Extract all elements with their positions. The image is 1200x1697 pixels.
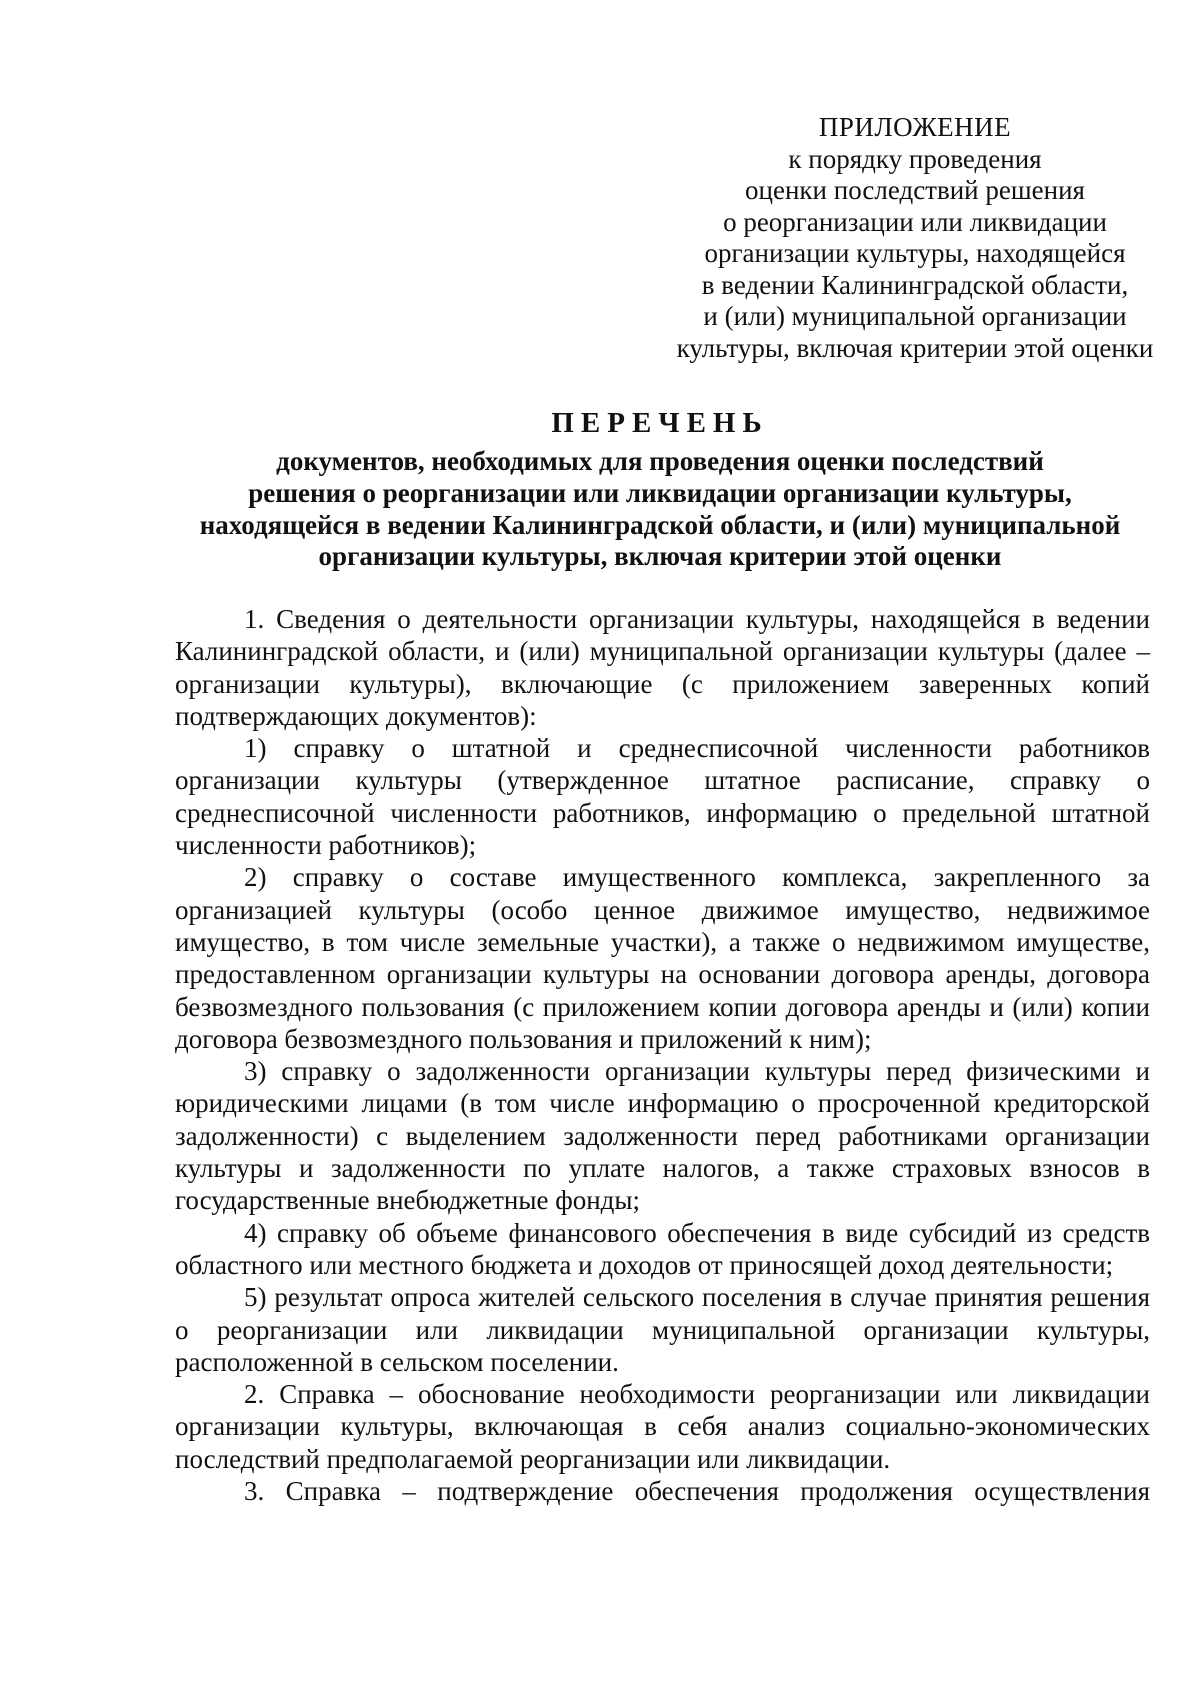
appendix-line: культуры, включая критерии этой оценки <box>676 332 1154 363</box>
paragraph-item-1: 1. Сведения о деятельности организации культуры, находящейся в ведении Калининградской области, и (или) муниципальной организации культуры (далее – организации культуры), включающие (с приложением заверенных копий подтверждающих документов): <box>175 604 1150 731</box>
appendix-line: и (или) муниципальной организации <box>703 301 1127 331</box>
paragraph-subitem-1: 1) справку о штатной и среднесписочной численности работников организации культуры (утвержденное штатное расписание, справку о среднесписочной численности работников, информацию о предельной штатной численности работников); <box>175 733 1150 861</box>
appendix-line: о реорганизации или ликвидации <box>723 206 1107 237</box>
document-heading <box>150 406 1170 573</box>
paragraph-item-3: 3. Справка – подтверждение обеспечения продолжения осуществления <box>244 1476 1150 1507</box>
appendix-line: оценки последствий решения <box>745 175 1085 205</box>
appendix-title: ПРИЛОЖЕНИЕ <box>818 112 1012 142</box>
appendix-line: в ведении Калининградской области, <box>701 269 1129 300</box>
appendix-line: организации культуры, находящейся <box>704 238 1126 268</box>
paragraph-subitem-5: 5) результат опроса жителей сельского поселения в случае принятия решения о реорганизации или ликвидации муниципальной организации культуры, расположенной в сельском поселении. <box>175 1282 1150 1377</box>
subtitle-line: документов, необходимых для проведения оценки последствий <box>276 446 1044 476</box>
document-title: ПЕРЕЧЕНЬ <box>551 407 769 439</box>
document-subtitle <box>150 446 1170 573</box>
appendix-header <box>640 112 1190 364</box>
document-body <box>175 603 1150 1507</box>
paragraph-subitem-3: 3) справку о задолженности организации культуры перед физическими и юридическими лицами (в том числе информацию о просроченной кредиторской задолженности) с выделением задолженности перед работниками организации культуры и задолженности по уплате налогов, а также страховых взносов в государственные внебюджетные фонды; <box>175 1056 1150 1216</box>
paragraph-item-2: 2. Справка – обоснование необходимости реорганизации или ликвидации организации культуры, включающая в себя анализ социально-экономических последствий предполагаемой реорганизации или ликвидации. <box>175 1379 1150 1474</box>
subtitle-line: решения о реорганизации или ликвидации организации культуры, <box>248 477 1072 508</box>
subtitle-line: находящейся в ведении Калининградской области, и (или) муниципальной <box>199 509 1121 540</box>
appendix-line: к порядку проведения <box>788 143 1042 174</box>
paragraph-subitem-4: 4) справку об объеме финансового обеспечения в виде субсидий из средств областного или местного бюджета и доходов от приносящей доход деятельности; <box>175 1217 1150 1280</box>
paragraph-subitem-2: 2) справку о составе имущественного комплекса, закрепленного за организацией культуры (особо ценное движимое имущество, недвижимое имущество, в том числе земельные участки), а также о недвижимом имуществе, предоставленном организации культуры на основании договора аренды, договора безвозмездного пользования (с приложением копии договора аренды и (или) копии договора безвозмездного пользования и приложений к ним); <box>175 862 1150 1054</box>
subtitle-line: организации культуры, включая критерии этой оценки <box>318 541 1002 572</box>
